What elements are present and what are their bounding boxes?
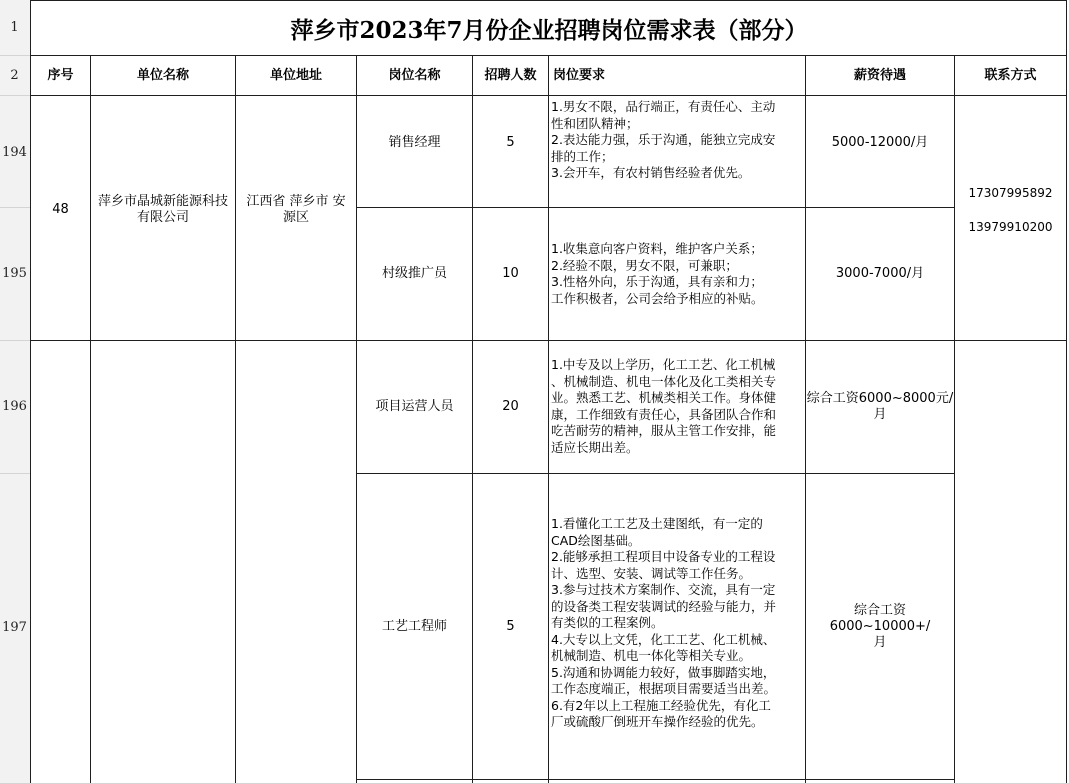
header-contact[interactable]: 联系方式 <box>984 67 1037 83</box>
company-line: 有限公司 <box>136 210 189 225</box>
seq-cell[interactable]: 48 <box>52 202 69 217</box>
requirement-line: 4.大专以上文凭，化工工艺、化工机械、 <box>551 631 776 647</box>
row-number[interactable]: 2 <box>10 68 19 83</box>
requirement-line: 工作积极者，公司会给予相应的补贴。 <box>551 290 764 306</box>
requirement-line: 1.中专及以上学历，化工工艺、化工机械 <box>551 357 776 372</box>
requirement-line: 厂或硫酸厂倒班开车操作经验的优先。 <box>551 714 764 729</box>
row-number[interactable]: 197 <box>2 620 27 635</box>
requirement-line: CAD绘图基础。 <box>551 532 641 548</box>
requirement-line: 有类似的工程案例。 <box>551 615 664 630</box>
requirements-cell[interactable] <box>551 516 776 731</box>
position-cell[interactable]: 项目运营人员 <box>375 399 454 414</box>
header-salary[interactable]: 薪资待遇 <box>853 67 906 83</box>
requirement-line: 吃苦耐劳的精神，服从主管工作安排，能 <box>551 423 777 438</box>
salary-line: 综合工资6000~10000+/ <box>829 602 931 634</box>
requirement-line: 机械制造、机电一体化等相关专业。 <box>551 648 752 663</box>
address-cell[interactable] <box>236 96 356 324</box>
phone-number: 17307995892 <box>968 186 1053 200</box>
row-number[interactable]: 1 <box>10 20 19 35</box>
salary-line: 月 <box>873 634 887 650</box>
requirements-cell[interactable] <box>551 357 776 456</box>
phone-number: 13979910200 <box>968 220 1053 234</box>
requirement-line: 、机械制造、机电一体化及化工类相关专 <box>551 373 777 389</box>
requirements-cell[interactable] <box>551 241 764 307</box>
requirement-line: 1.收集意向客户资料，维护客户关系； <box>551 241 763 256</box>
requirement-line: 2.能够承担工程项目中设备专业的工程设 <box>551 549 776 564</box>
header-count[interactable]: 招聘人数 <box>484 67 537 83</box>
count-cell[interactable]: 10 <box>502 266 519 281</box>
requirement-line: 2.表达能力强，乐于沟通，能独立完成安 <box>551 132 776 147</box>
header-company[interactable]: 单位名称 <box>136 67 189 83</box>
requirement-line: 5.沟通和协调能力较好，做事脚踏实地， <box>551 664 776 680</box>
salary-cell[interactable] <box>806 341 954 473</box>
row-number[interactable]: 194 <box>2 145 27 160</box>
header-requirements[interactable]: 岗位要求 <box>553 67 606 83</box>
header-seq[interactable]: 序号 <box>47 67 74 83</box>
requirement-line: 适应长期出差。 <box>551 439 639 455</box>
requirement-line: 的设备类工程安装调试的经验与能力，并 <box>551 598 777 614</box>
company-cell[interactable] <box>91 96 235 324</box>
position-cell[interactable]: 销售经理 <box>388 135 441 150</box>
requirement-line: 3.性格外向，乐于沟通，具有亲和力； <box>551 274 763 289</box>
requirement-line: 2.经验不限，男女不限，可兼职； <box>551 257 738 273</box>
requirement-line: 工作态度端正，根据项目需要适当出差。 <box>551 681 777 696</box>
row-number[interactable]: 195 <box>2 266 27 281</box>
address-line: 江西省 萍乡市 安 <box>246 194 346 209</box>
requirement-line: 排的工作； <box>551 148 614 164</box>
row-number[interactable]: 196 <box>2 399 27 414</box>
requirement-line: 1.男女不限，品行端正，有责任心、主动 <box>551 99 776 114</box>
company-line: 萍乡市晶城新能源科技 <box>97 194 228 209</box>
contact-cell[interactable] <box>955 96 1066 324</box>
salary-cell[interactable]: 3000-7000/月 <box>835 266 925 281</box>
requirement-line: 康，工作细致有责任心，具备团队合作和 <box>551 406 777 422</box>
requirement-line: 3.参与过技术方案制作、交流，具有一定 <box>551 582 776 597</box>
salary-line: 月 <box>873 407 887 422</box>
page-title[interactable]: 萍乡市2023年7月份企业招聘岗位需求表（部分） <box>290 16 808 44</box>
header-position[interactable]: 岗位名称 <box>388 67 441 83</box>
requirement-line: 性和团队精神； <box>551 115 639 131</box>
requirement-line: 业。熟悉工艺、机械类相关工作。身体健 <box>551 390 777 405</box>
count-cell[interactable]: 5 <box>506 135 515 150</box>
count-cell[interactable]: 20 <box>502 399 519 414</box>
address-line: 源区 <box>282 210 309 225</box>
header-address[interactable]: 单位地址 <box>269 67 322 83</box>
requirement-line: 6.有2年以上工程施工经验优先，有化工 <box>551 697 771 713</box>
salary-cell[interactable] <box>806 474 954 779</box>
requirements-cell[interactable] <box>551 99 775 182</box>
requirement-line: 3.会开车，有农村销售经验者优先。 <box>551 165 751 180</box>
row-header-column <box>0 0 30 783</box>
requirement-line: 计、选型、安装、调试等工作任务。 <box>551 565 752 581</box>
salary-cell[interactable]: 5000-12000/月 <box>831 135 929 150</box>
salary-line: 综合工资6000~8000元/ <box>806 391 954 406</box>
count-cell[interactable]: 5 <box>506 618 515 634</box>
requirement-line: 1.看懂化工工艺及土建图纸，有一定的 <box>551 516 763 531</box>
position-cell[interactable]: 村级推广员 <box>381 266 447 281</box>
position-cell[interactable]: 工艺工程师 <box>381 618 447 634</box>
